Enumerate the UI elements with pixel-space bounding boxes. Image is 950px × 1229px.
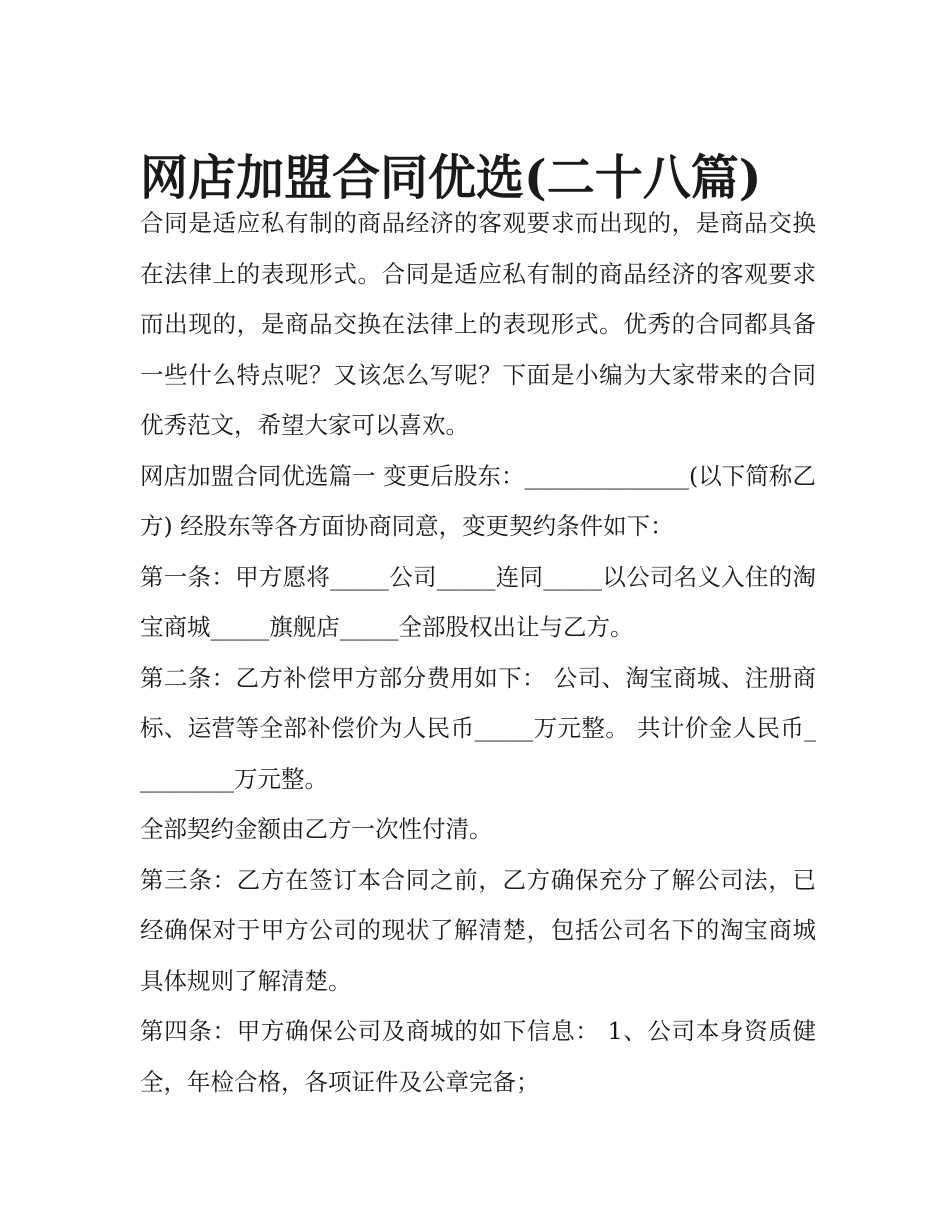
document-title: 网店加盟合同优选(二十八篇) (140, 150, 762, 207)
paragraph-payment: 全部契约金额由乙方一次性付清。 (140, 815, 493, 843)
paragraph-article-3: 第三条：乙方在签订本合同之前，乙方确保充分了解公司法，已经确保对于甲方公司的现状了解清楚，包括公司名下的淘宝商城具体规则了解清楚。 (140, 865, 816, 995)
paragraph-article-1: 第一条：甲方愿将_____公司_____连同_____以公司名义入住的淘宝商城_____旗舰店_____全部股权出让与乙方。 (140, 562, 816, 641)
paragraph-intro: 合同是适应私有制的商品经济的客观要求而出现的，是商品交换在法律上的表现形式。合同是适应私有制的商品经济的客观要求而出现的，是商品交换在法律上的表现形式。优秀的合同都具备一些什么特点呢？又该怎么写呢？下面是小编为大家带来的合同优秀范文，希望大家可以喜欢。 (140, 209, 816, 439)
document-body (140, 198, 816, 1107)
paragraph-article-2: 第二条：乙方补偿甲方部分费用如下： 公司、淘宝商城、注册商标、运营等全部补偿价为人民币_____万元整。 共计价金人民币_________万元整。 (140, 663, 816, 793)
paragraph-section-one: 网店加盟合同优选篇一 变更后股东：______________(以下简称乙方) 经股东等各方面协商同意，变更契约条件如下： (140, 461, 816, 540)
paragraph-article-4: 第四条：甲方确保公司及商城的如下信息： 1、公司本身资质健全，年检合格，各项证件及公章完备； (140, 1017, 816, 1096)
